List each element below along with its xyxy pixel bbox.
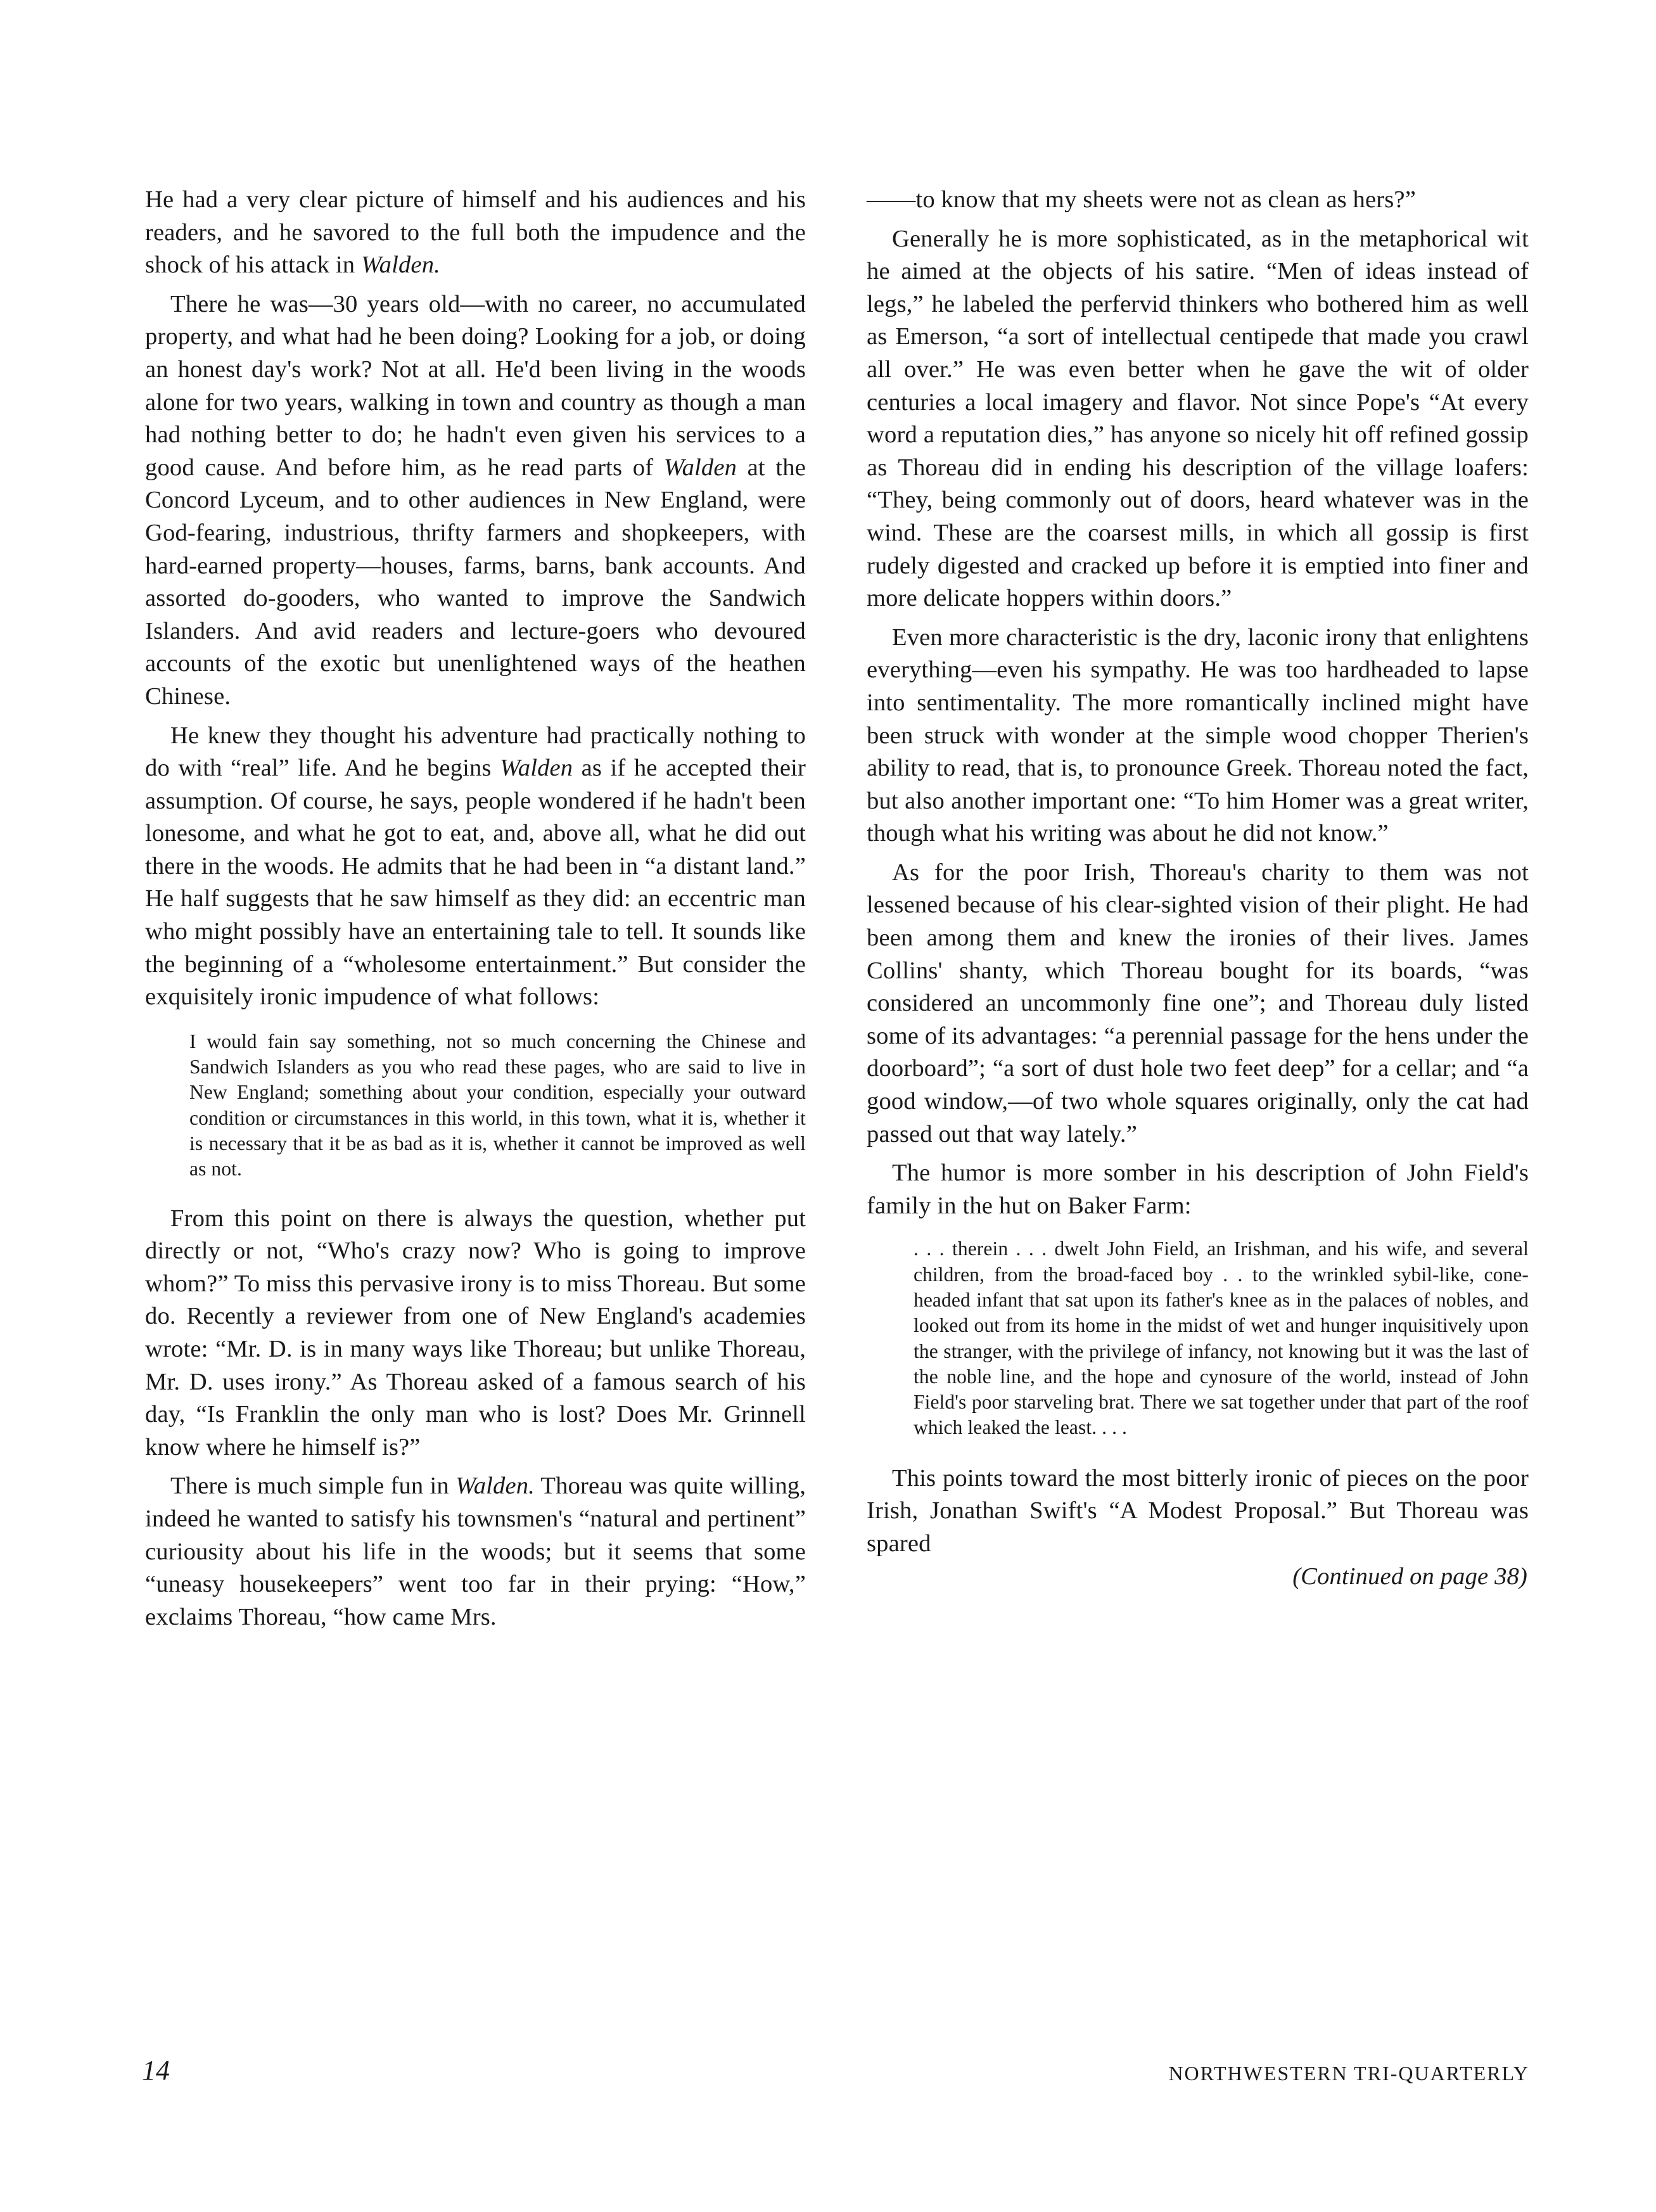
paragraph-3 [145, 720, 806, 1014]
block-quote-2: . . . therein . . . dwelt John Field, an Irishman, and his wife, and several children, from the broad-faced boy . . to the wrinkled sybil-like, cone-headed infant that sat upon its father's knee as in the palaces of nobles, and looked out from its home in the midst of wet and hunger inquisitively upon the stranger, with the privilege of infancy, not knowing but it was the last of the noble line, and the hope and cynosure of the world, instead of John Field's poor starveling brat. There we sat together under that part of the roof which leaked the least. . . . [914, 1237, 1529, 1439]
paragraph-5-text-a: There is much simple fun in [170, 1473, 455, 1500]
paragraph-6: ——to know that my sheets were not as clean as hers?” [867, 186, 1416, 213]
paragraph-2 [145, 288, 806, 713]
paragraph-7: Generally he is more sophisticated, as in the metaphorical wit he aimed at the objects of his satire. “Men of ideas instead of legs,” he labeled the perfervid thinkers who bothered him as well as Emerson, “a sort of intellectual centipede that made you crawl all over.” He was even better when he gave the wit of older centuries a local imagery and flavor. Not since Pope's “At every word a reputation dies,” has anyone so nicely hit off refined gossip as Thoreau did in ending his description of the village loafers: “They, being commonly out of doors, heard whatever was in the wind. These are the coarsest mills, in which all gossip is first rudely digested and cracked up before it is emptied into finer and more delicate hoppers within doors.” [867, 225, 1529, 612]
block-quote-1: I would fain say something, not so much concerning the Chinese and Sandwich Islanders as you who read these pages, who are said to live in New England; something about your condition, especially your outward condition or circumstances in this world, in this town, what it is, whether it is necessary that it be as bad as it is, whether it cannot be improved as well as not. [189, 1030, 806, 1180]
paragraph-3-text-b: as if he accepted their assumption. Of course, he says, people wondered if he hadn't been lonesome, and what he got to eat, and, above all, what he did out there in the woods. He admits that he had been in “a distant land.” He half suggests that he saw himself as they did: an eccentric man who might possibly have an entertaining tale to tell. It sounds like the beginning of a “wholesome entertainment.” But consider the exquisitely ironic impudence of what follows: [145, 755, 806, 1011]
paragraph-5 [145, 1470, 806, 1633]
paragraph-2-text-b: at the Concord Lyceum, and to other audiences in New England, were God-fearing, industrious, thrifty farmers and shopkeepers, with hard-earned property—houses, farms, barns, bank accounts. And assorted do-gooders, who wanted to improve the Sandwich Islanders. And avid readers and lecture-goers who devoured accounts of the exotic but unenlightened ways of the heathen Chinese. [145, 454, 806, 710]
paragraph-1 [145, 184, 806, 282]
paragraph-8: Even more characteristic is the dry, laconic irony that enlightens everything—even his sympathy. He was too hardheaded to lapse into sentimentality. The more romantically inclined might have been struck with wonder at the simple wood chopper Therien's ability to read, that is, to pronounce Greek. Thoreau noted the fact, but also another important one: “To him Homer was a great writer, though what his writing was about he did not know.” [867, 623, 1529, 847]
right-column [867, 184, 1529, 1593]
paragraph-1-text: He had a very clear picture of himself and his audiences and his readers, and he savored to the full both the impudence and the shock of his attack in [145, 186, 806, 279]
paragraph-9: As for the poor Irish, Thoreau's charity to them was not lessened because of his clear-sighted vision of their plight. He had been among them and knew the ironies of their lives. James Collins' shanty, which Thoreau bought for its boards, “was considered an uncommonly fine one”; and Thoreau duly listed some of its advantages: “a perennial passage for the hens under the doorboard”; “a sort of dust hole two feet deep” for a cellar; and “a good window,—of two whole squares originally, only the cat had passed out that way lately.” [867, 859, 1529, 1148]
continued-notice: (Continued on page 38) [1292, 1563, 1527, 1590]
paragraph-10: The humor is more somber in his description of John Field's family in the hut on Baker Farm: [867, 1160, 1529, 1219]
paragraph-3-text-a: He knew they thought his adventure had practically nothing to do with “real” life. And he begins [145, 722, 806, 782]
paragraph-2-text-a: There he was—30 years old—with no career, no accumulated property, and what had he been doing? Looking for a job, or doing an honest day's work? Not at all. He'd been living in the woods alone for two years, walking in town and country as though a man had nothing better to do; he hadn't even given his services to a good cause. And before him, as he read parts of [145, 290, 806, 481]
book-title-walden: Walden [663, 454, 737, 481]
paragraph-11: This points toward the most bitterly ironic of pieces on the poor Irish, Jonathan Swift's “A Modest Proposal.” But Thoreau was spared [867, 1464, 1529, 1557]
page-number: 14 [142, 2055, 170, 2086]
book-title-walden: Walden. [455, 1473, 535, 1500]
book-title-walden: Walden. [360, 252, 440, 279]
left-column [145, 184, 806, 1640]
paragraph-5-text-b: Thoreau was quite willing, indeed he wanted to satisfy his townsmen's “natural and pertinent” curiousity about his life in the woods; but it seems that some “uneasy housekeepers” went too far in their prying: “How,” exclaims Thoreau, “how came Mrs. [145, 1473, 806, 1630]
book-title-walden: Walden [500, 755, 573, 782]
paragraph-4: From this point on there is always the question, whether put directly or not, “Who's crazy now? Who is going to improve whom?” To miss this pervasive irony is to miss Thoreau. But some do. Recently a reviewer from one of New England's academies wrote: “Mr. D. is in many ways like Thoreau; but unlike Thoreau, Mr. D. uses irony.” As Thoreau asked of a famous search of his day, “Is Franklin the only man who is lost? Does Mr. Grinnell know where he himself is?” [145, 1205, 806, 1461]
journal-title: NORTHWESTERN TRI-QUARTERLY [1168, 2062, 1529, 2085]
